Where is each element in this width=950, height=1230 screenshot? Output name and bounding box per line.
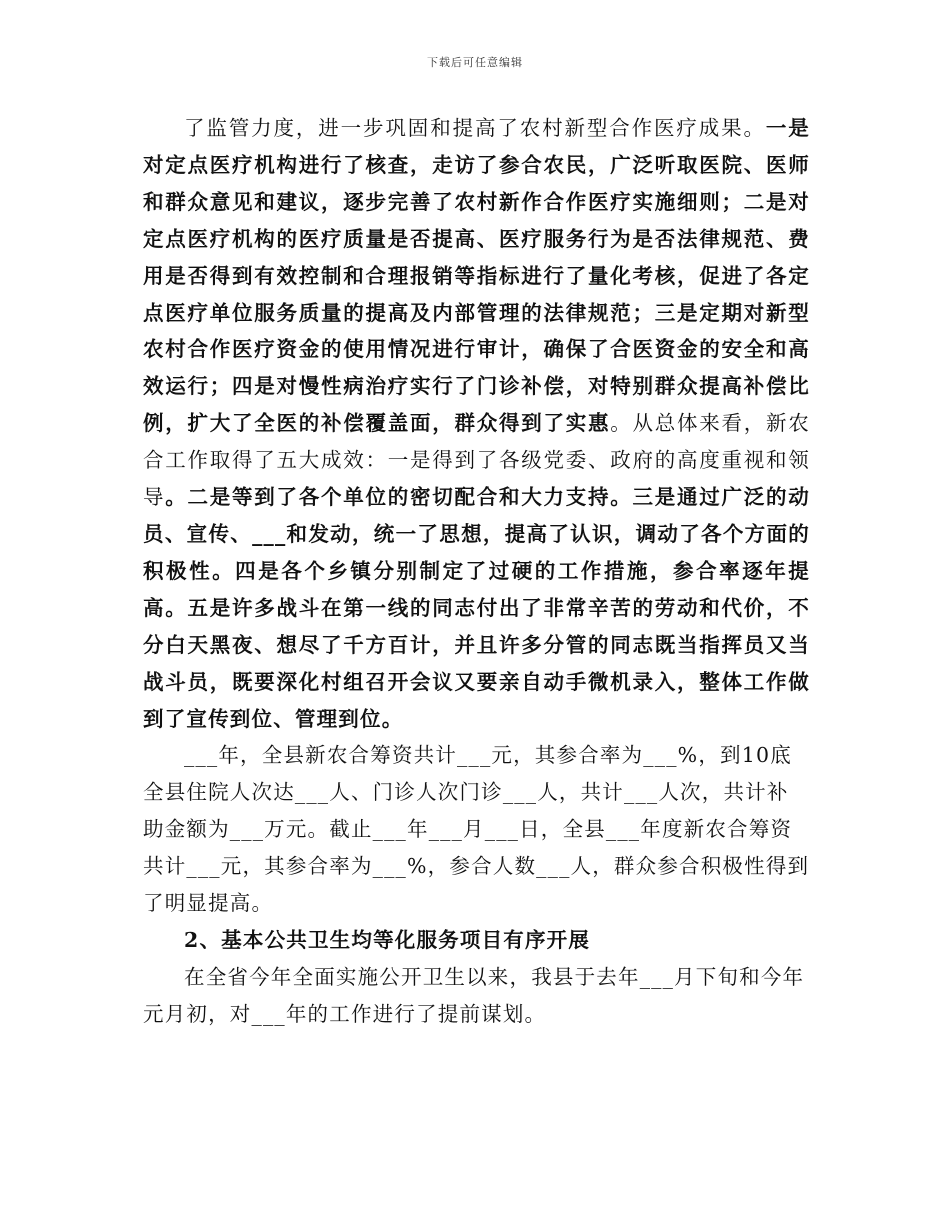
section-heading: 2、基本公共卫生均等化服务项目有序开展 <box>184 927 591 952</box>
paragraph-public-health: 在全省今年全面实施公开卫生以来，我县于去年___月下旬和今年元月初，对___年的工作进行了提前谋划。 <box>143 964 805 1026</box>
document-body <box>143 110 810 1033</box>
page-header: 下载后可任意编辑 <box>427 56 523 69</box>
paragraph-statistics: ___年，全县新农合筹资共计___元，其参合率为___%，到10底全县住院人次达___人、门诊人次门诊___人，共计___人次，共计补助金额为___万元。截止___年___月___日，全县___年度新农合筹资共计___元，其参合率为___%，参合人数___人，群众参合积极性得到了明显提高。 <box>143 743 810 916</box>
paragraph-medical-cooperation <box>143 110 810 737</box>
paragraph-summary-text: 。从总体来看，新农合工作取得了五大成效：一是得到了各级党委、政府的高度重视和领导 <box>143 411 810 510</box>
paragraph-bold-achievements: 。二是等到了各个单位的密切配合和大力支持。三是通过广泛的动员、宣传、___和发动，统一了思想，提高了认识，调动了各个方面的积极性。四是各个乡镇分别制定了过硬的工作措施，参合率逐年提高。五是许多战斗在第一线的同志付出了非常辛苦的劳动和代价，不分白天黑夜、想尽了千方百计，并且许多分管的同志既当指挥员又当战斗员，既要深化村组召开会议又要亲自动手微机录入，整体工作做到了宣传到位、管理到位。 <box>143 485 810 731</box>
paragraph-lead-text: 了监管力度，进一步巩固和提高了农村新型合作医疗成果。 <box>184 116 766 140</box>
paragraph-bold-measures: 一是对定点医疗机构进行了核查，走访了参合农民，广泛听取医院、医师和群众意见和建议，逐步完善了农村新作合作医疗实施细则；二是对定点医疗机构的医疗质量是否提高、医疗服务行为是否法律规范、费用是否得到有效控制和合理报销等指标进行了量化考核，促进了各定点医疗单位服务质量的提高及内部管理的法律规范；三是定期对新型农村合作医疗资金的使用情况进行审计，确保了合医资金的安全和高效运行；四是对慢性病治疗实行了门诊补偿，对特别群众提高补偿比例，扩大了全医的补偿覆盖面，群众得到了实惠 <box>143 116 811 436</box>
